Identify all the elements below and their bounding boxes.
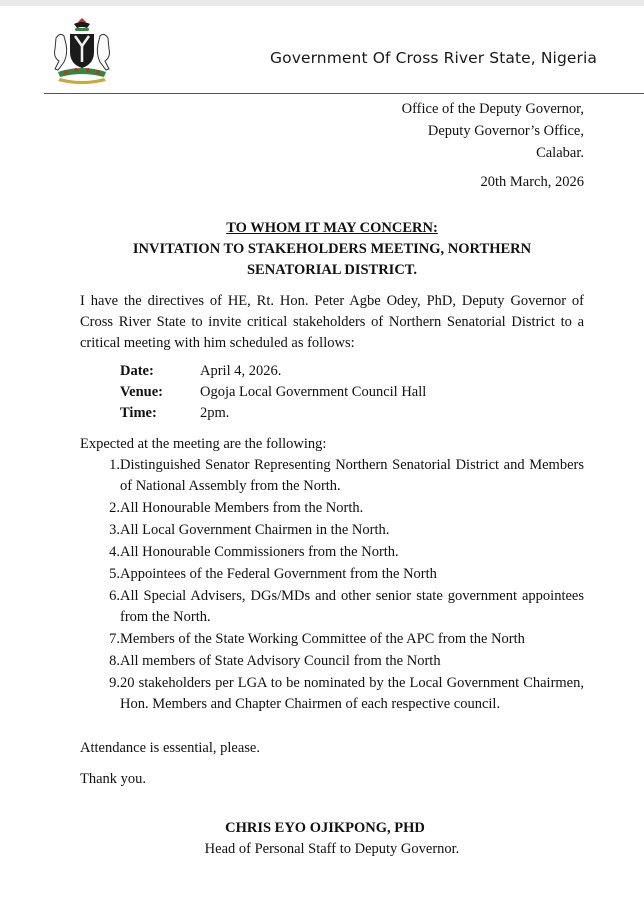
list-item	[80, 673, 584, 715]
header-rule	[44, 93, 644, 94]
list-text: All members of State Advisory Council from the North	[120, 653, 441, 669]
meeting-venue-row	[120, 382, 426, 403]
list-item	[80, 455, 584, 497]
attendance-note: Attendance is essential, please.	[80, 740, 260, 756]
list-item	[80, 586, 584, 628]
list-number: 6.	[109, 588, 120, 604]
list-number: 3.	[109, 522, 120, 538]
list-number: 9.	[109, 675, 120, 691]
intro-paragraph: I have the directives of HE, Rt. Hon. Peter Agbe Odey, PhD, Deputy Governor of Cross River State to invite critical stakeholders of Northern Senatorial District to a critical meeting with him scheduled as follows:	[80, 293, 584, 351]
salutation-heading: TO WHOM IT MAY CONCERN:	[226, 220, 438, 236]
list-text: Appointees of the Federal Government from the North	[120, 566, 437, 582]
list-text: All Local Government Chairmen in the North.	[120, 522, 390, 538]
list-number: 7.	[109, 631, 120, 647]
venue-label: Venue:	[120, 384, 163, 400]
list-text: Distinguished Senator Representing Northern Senatorial District and Members of National Assembly from the North.	[120, 457, 584, 494]
list-item	[80, 498, 584, 519]
government-title: Government Of Cross River State, Nigeria	[270, 49, 598, 67]
list-number: 4.	[109, 544, 120, 560]
list-number: 1.	[109, 457, 120, 473]
venue-value: Ogoja Local Government Council Hall	[200, 384, 427, 400]
address-line: Calabar.	[536, 145, 584, 161]
list-item	[80, 629, 584, 650]
list-item	[80, 520, 584, 541]
list-item	[80, 564, 584, 585]
signatory-title: Head of Personal Staff to Deputy Governor.	[204, 841, 460, 857]
list-number: 5.	[109, 566, 120, 582]
letter-date: 20th March, 2026	[480, 174, 584, 190]
time-label: Time:	[120, 405, 157, 421]
meeting-details	[120, 361, 426, 424]
signature-block	[80, 818, 584, 860]
subject-line: INVITATION TO STAKEHOLDERS MEETING, NORTHERN	[132, 241, 532, 257]
list-text: 20 stakeholders per LGA to be nominated by the Local Government Chairmen, Hon. Members and Chapter Chairmen of each respective council.	[120, 675, 584, 712]
list-number: 8.	[109, 653, 120, 669]
expected-paragraph: Expected at the meeting are the following:	[80, 436, 327, 452]
list-text: All Special Advisers, DGs/MDs and other senior state government appointees from the North.	[120, 588, 584, 625]
time-value: 2pm.	[200, 405, 230, 421]
meeting-time-row	[120, 403, 426, 424]
sender-address	[402, 98, 584, 164]
signatory-name: CHRIS EYO OJIKPONG, PHD	[225, 820, 425, 836]
meeting-date-row	[120, 361, 426, 382]
date-label: Date:	[120, 363, 154, 379]
list-text: All Honourable Commissioners from the North.	[120, 544, 399, 560]
date-value: April 4, 2026.	[200, 363, 282, 379]
list-item	[80, 651, 584, 672]
letter-heading	[80, 218, 584, 281]
list-text: Members of the State Working Committee of the APC from the North	[120, 631, 525, 647]
address-line: Deputy Governor’s Office,	[427, 123, 584, 139]
list-text: All Honourable Members from the North.	[120, 500, 364, 516]
nigerian-coat-of-arms-icon	[44, 16, 120, 84]
attendee-list	[80, 455, 584, 716]
list-number: 2.	[109, 500, 120, 516]
address-line: Office of the Deputy Governor,	[401, 101, 584, 117]
list-item	[80, 542, 584, 563]
thank-you: Thank you.	[80, 771, 147, 787]
subject-line: SENATORIAL DISTRICT.	[246, 262, 418, 278]
top-strip	[0, 0, 644, 6]
